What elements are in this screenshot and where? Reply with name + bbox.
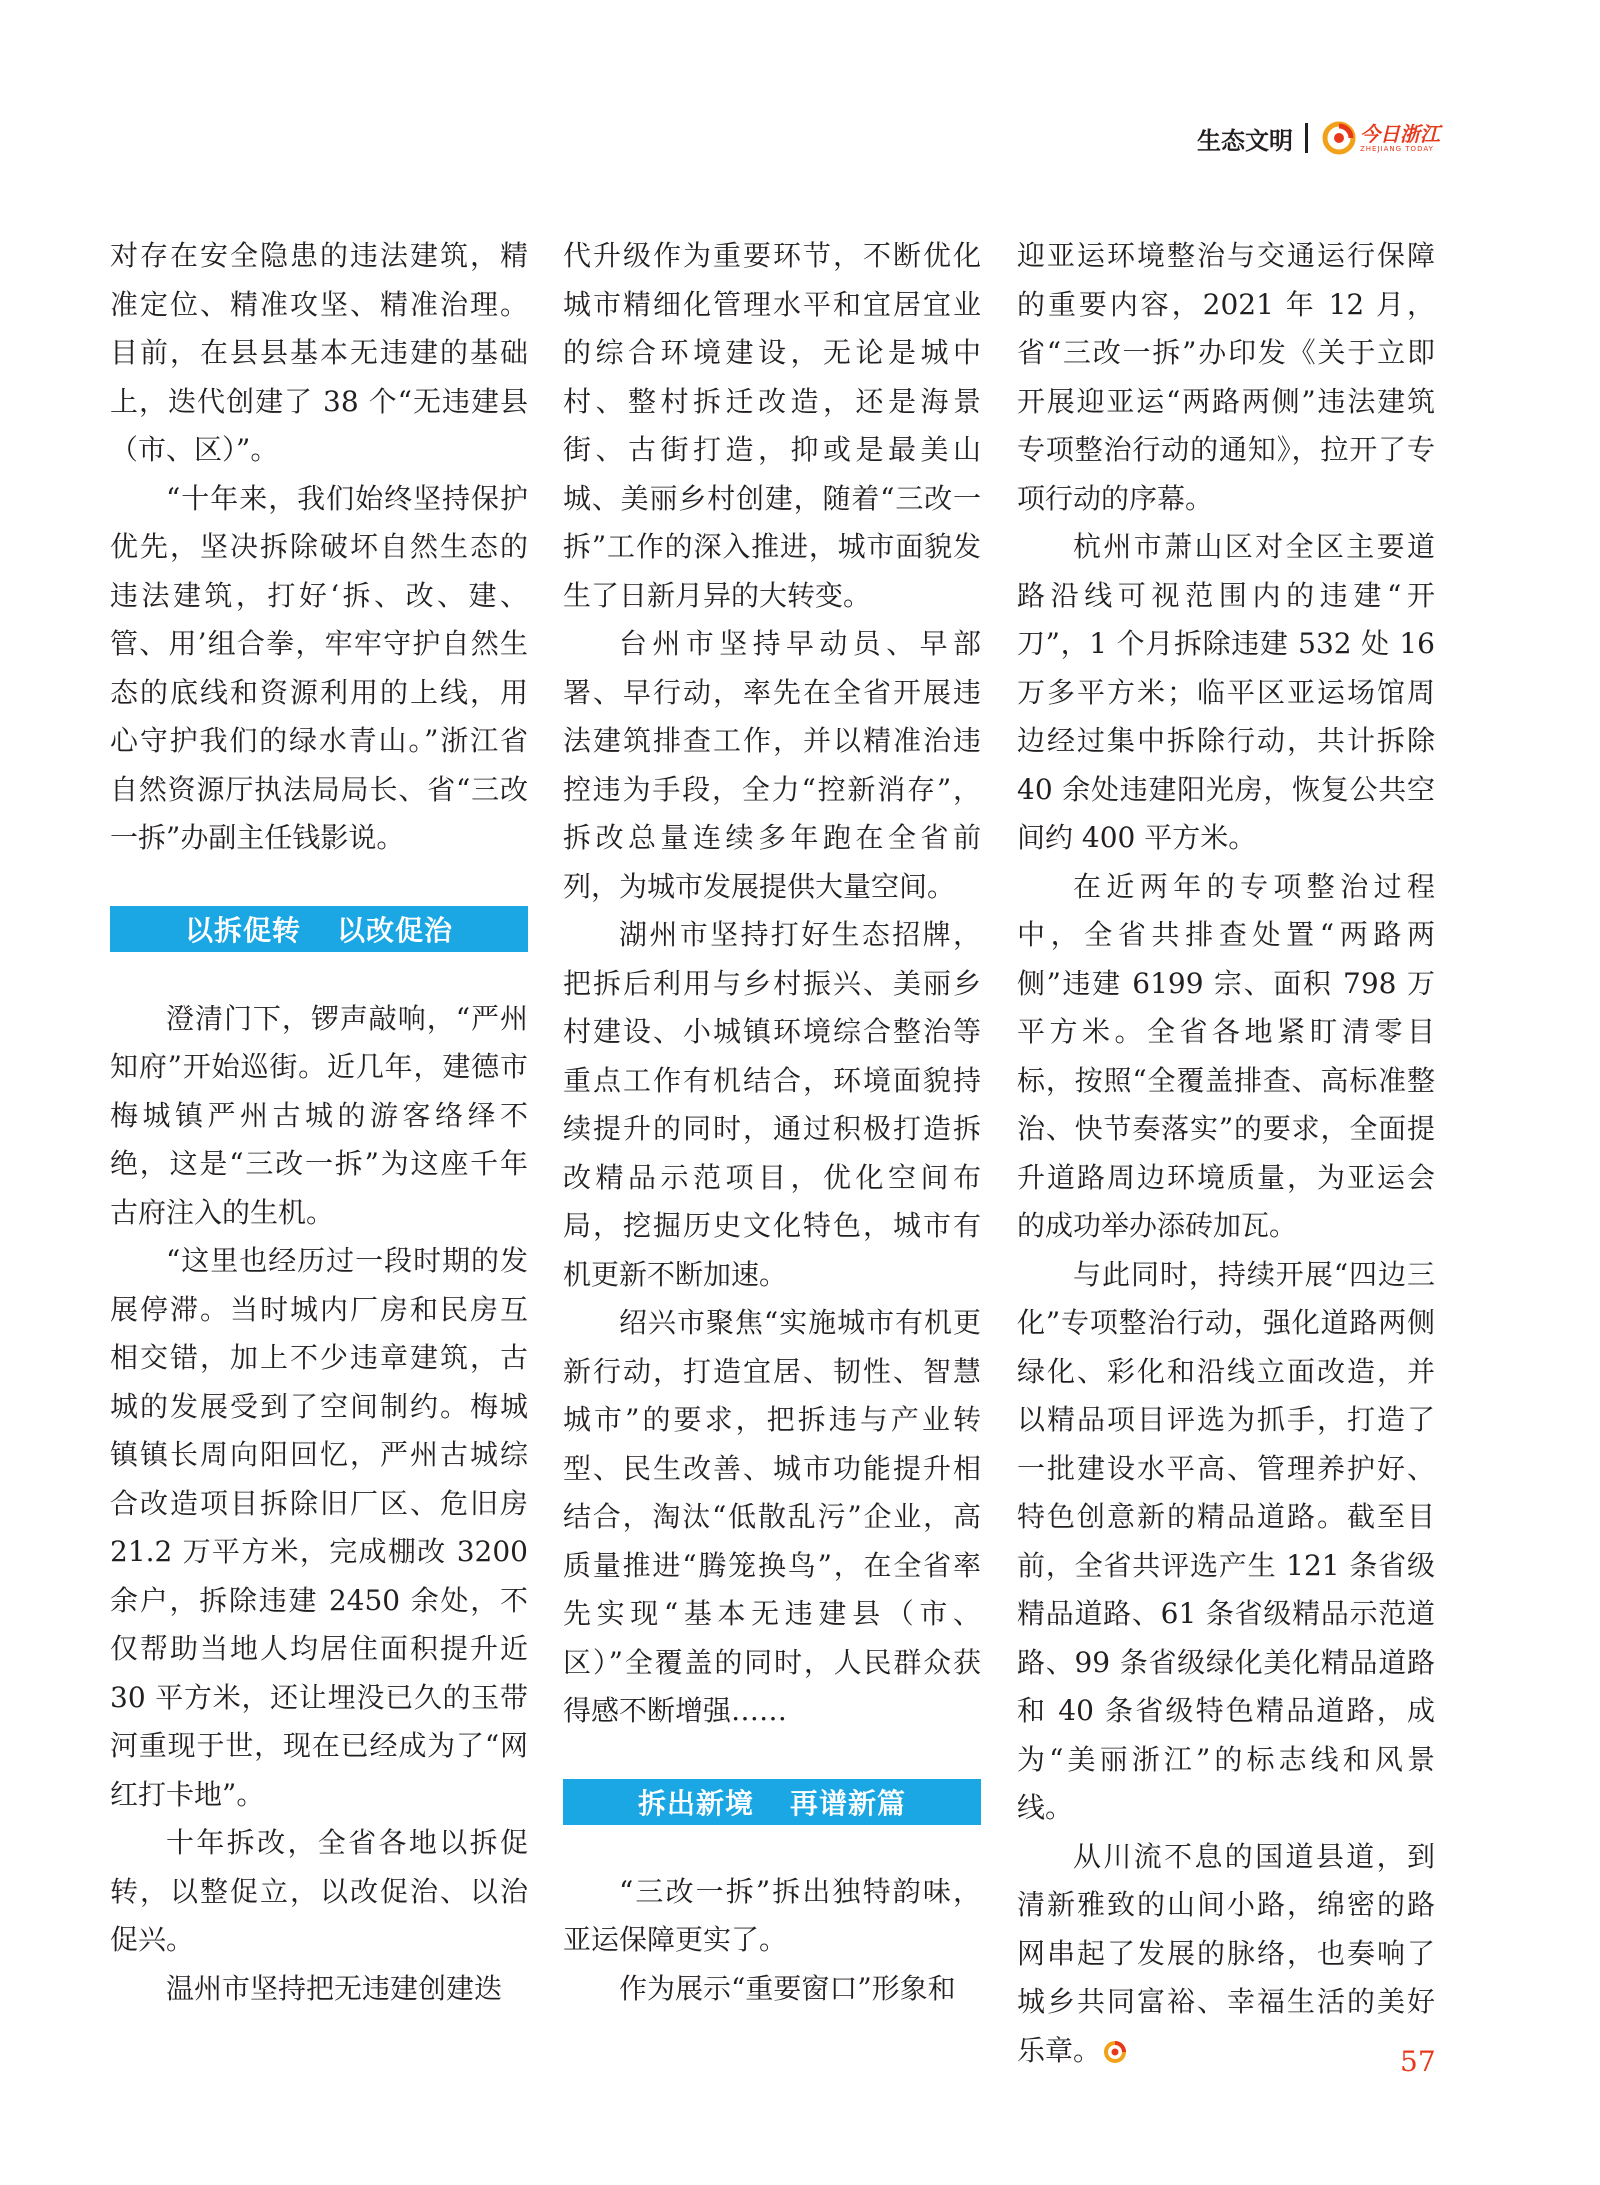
paragraph: “十年来，我们始终坚持保护优先，坚决拆除破坏自然生态的违法建筑，打好‘拆、改、建、管、用’组合拳，牢牢守护自然生态的底线和资源利用的上线，用心守护我们的绿水青山。”浙江省自然资源厅执法局局长、省“三改一拆”办副主任钱影说。 xyxy=(110,481,528,854)
column-1 xyxy=(110,232,528,2013)
logo-chinese-text: 今日浙江 xyxy=(1360,121,1440,146)
paragraph: “三改一拆”拆出独特韵味，亚运保障更实了。 xyxy=(563,1874,981,1956)
paragraph: “这里也经历过一段时期的发展停滞。当时城内厂房和民房互相交错，加上不少违章建筑，古城的发展受到了空间制约。梅城镇镇长周向阳回忆，严州古城综合改造项目拆除旧厂区、危旧房 21.2 万平方米，完成棚改 3200 余户，拆除违建 2450 余处，不仅帮助当地人均居住面积提升近 30 平方米，还让埋没已久的玉带河重现于世，现在已经成为了“网红打卡地”。 xyxy=(110,1244,528,1811)
subheading-part-b: 以改促治 xyxy=(337,913,454,947)
subheading-part-a: 拆出新境 xyxy=(637,1786,754,1820)
paragraph: 代升级作为重要环节，不断优化城市精细化管理水平和宜居宜业的综合环境建设，无论是城中村、整村拆迁改造，还是海景街、古街打造，抑或是最美山城、美丽乡村创建，随着“三改一拆”工作的深入推进，城市面貌发生了日新月异的大转变。 xyxy=(563,239,981,612)
paragraph: 在近两年的专项整治过程中，全省共排查处置“两路两侧”违建 6199 宗、面积 798 万平方米。全省各地紧盯清零目标，按照“全覆盖排查、高标准整治、快节奏落实”的要求，全面提升道路周边环境质量，为亚运会的成功举办添砖加瓦。 xyxy=(1017,869,1435,1242)
subheading-part-b: 再谱新篇 xyxy=(790,1786,907,1820)
paragraph: 对存在安全隐患的违法建筑，精准定位、精准攻坚、精准治理。目前，在县县基本无违建的基础上，迭代创建了 38 个“无违建县（市、区）”。 xyxy=(110,239,528,466)
header-divider xyxy=(1305,123,1308,153)
paragraph: 杭州市萧山区对全区主要道路沿线可视范围内的违建“开刀”，1 个月拆除违建 532 处 16 万多平方米；临平区亚运场馆周边经过集中拆除行动，共计拆除 40 余处违建阳光房，恢复公共空间约 400 平方米。 xyxy=(1017,530,1435,854)
section-name: 生态文明 xyxy=(1197,126,1293,155)
paragraph-final xyxy=(1017,1833,1435,2076)
column-2 xyxy=(563,232,981,2013)
paragraph: 作为展示“重要窗口”形象和 xyxy=(619,1971,956,2005)
paragraph: 澄清门下，锣声敲响，“严州知府”开始巡街。近几年，建德市梅城镇严州古城的游客络绎不绝，这是“三改一拆”为这座千年古府注入的生机。 xyxy=(110,1001,528,1229)
paragraph: 绍兴市聚焦“实施城市有机更新行动，打造宜居、韧性、智慧城市”的要求，把拆违与产业转型、民生改善、城市功能提升相结合，淘汰“低散乱污”企业，高质量推进“腾笼换鸟”，在全省率先实现“基本无违建县（市、区）”全覆盖的同时，人民群众获得感不断增强…… xyxy=(563,1306,981,1727)
paragraph: 十年拆改，全省各地以拆促转，以整促立，以改促治、以治促兴。 xyxy=(110,1826,528,1956)
final-text: 从川流不息的国道县道，到清新雅致的山间小路，绵密的路网串起了发展的脉络，也奏响了城乡共同富裕、幸福生活的美好乐章。 xyxy=(1017,1839,1435,2067)
logo-english-text: ZHEJIANG TODAY xyxy=(1360,144,1434,153)
paragraph: 与此同时，持续开展“四边三化”专项整治行动，强化道路两侧绿化、彩化和沿线立面改造，并以精品项目评选为抓手，打造了一批建设水平高、管理养护好、特色创意新的精品道路。截至目前，全省共评选产生 121 条省级精品道路、61 条省级精品示范道路、99 条省级绿化美化精品道路和 40 条省级特色精品道路，成为“美丽浙江”的标志线和风景线。 xyxy=(1017,1257,1435,1824)
page-number: 57 xyxy=(1400,2045,1436,2078)
paragraph: 迎亚运环境整治与交通运行保障的重要内容，2021 年 12 月，省“三改一拆”办印发《关于立即开展迎亚运“两路两侧”违法建筑专项整治行动的通知》，拉开了专项行动的序幕。 xyxy=(1017,239,1435,515)
end-mark-icon xyxy=(1103,2040,1127,2064)
paragraph: 台州市坚持早动员、早部署、早行动，率先在全省开展违法建筑排查工作，并以精准治违控违为手段，全力“控新消存”，拆改总量连续多年跑在全省前列，为城市发展提供大量空间。 xyxy=(563,627,981,903)
page-header xyxy=(1197,118,1440,158)
subheading-bar xyxy=(110,906,528,952)
subheading-bar xyxy=(563,1779,981,1825)
column-3 xyxy=(1017,232,1435,2075)
magazine-logo xyxy=(1322,121,1440,155)
paragraph: 温州市坚持把无违建创建迭 xyxy=(166,1971,503,2005)
paragraph: 湖州市坚持打好生态招牌，把拆后利用与乡村振兴、美丽乡村建设、小城镇环境综合整治等重点工作有机结合，环境面貌持续提升的同时，通过积极打造拆改精品示范项目，优化空间布局，挖掘历史文化特色，城市有机更新不断加速。 xyxy=(563,918,981,1291)
zhejiang-today-logo-icon xyxy=(1322,121,1356,155)
subheading-part-a: 以拆促转 xyxy=(184,913,301,947)
